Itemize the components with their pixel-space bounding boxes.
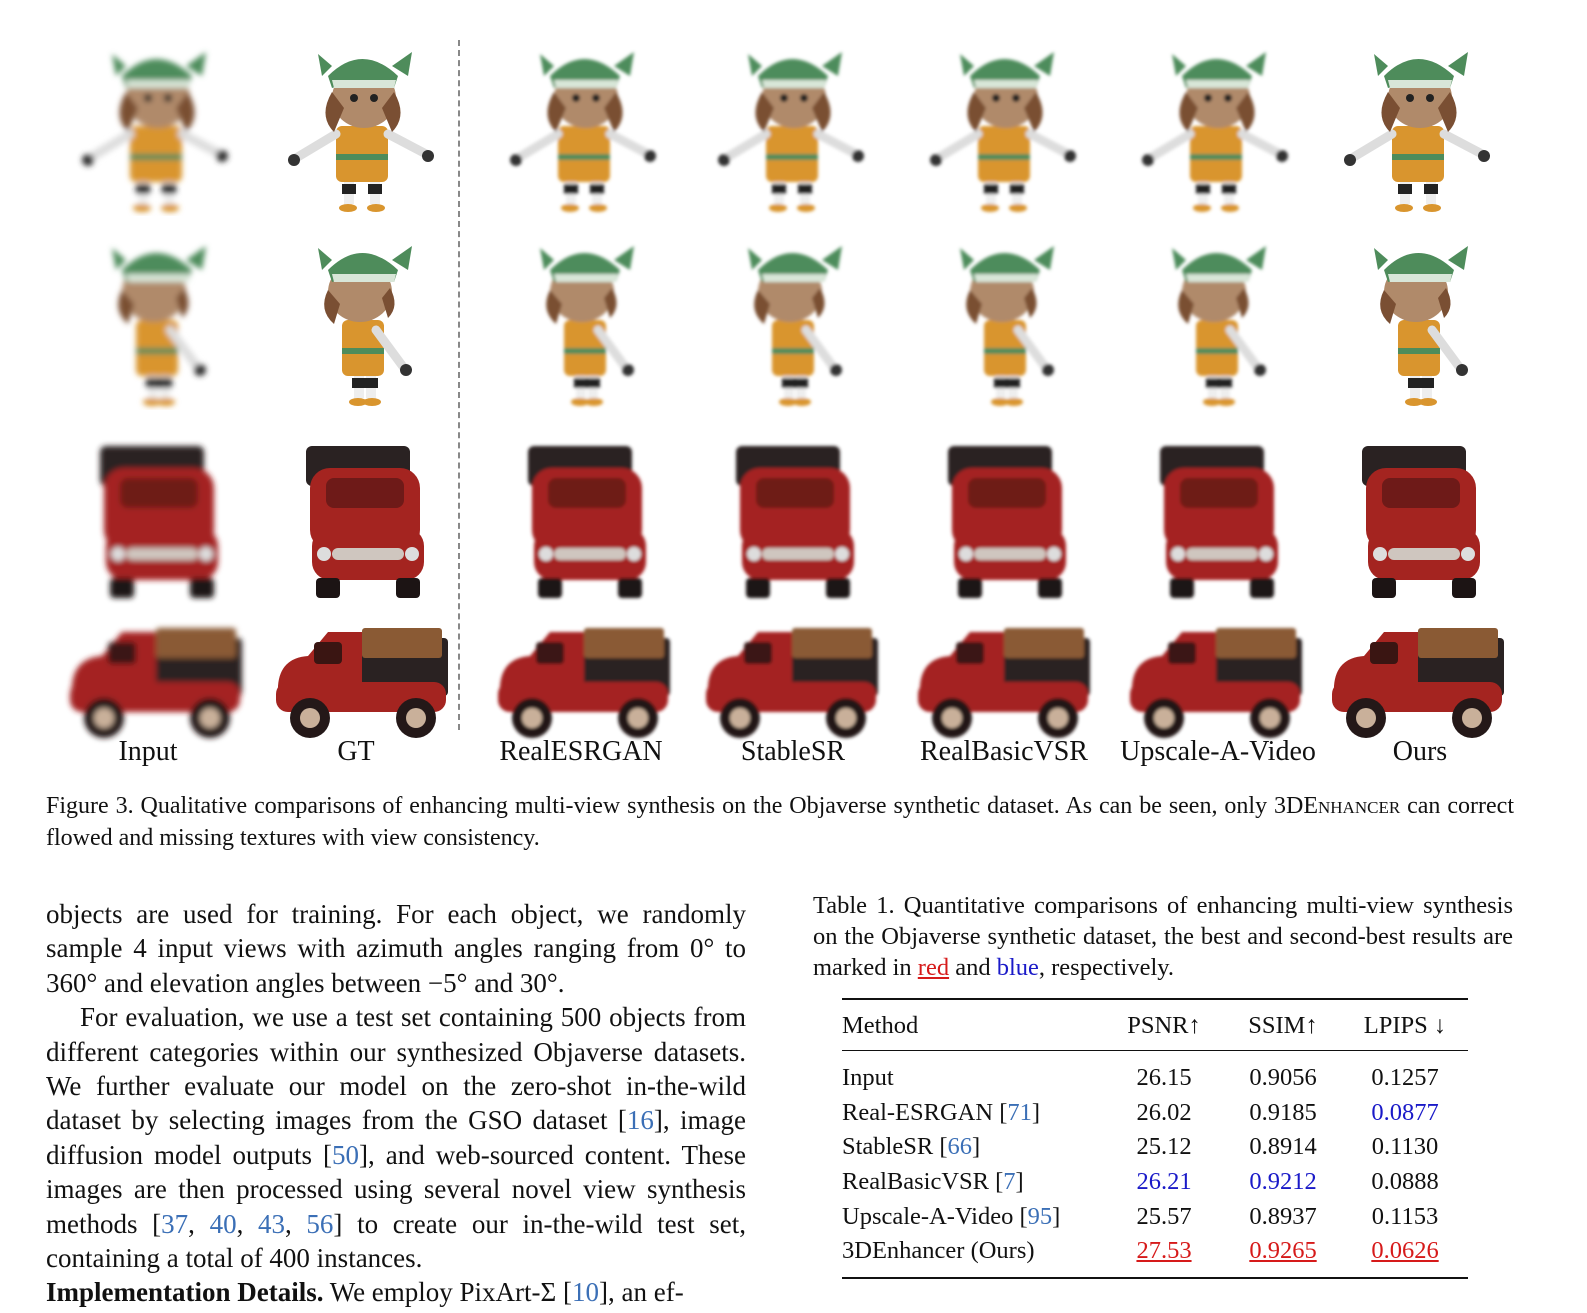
table-caption bbox=[813, 890, 1513, 983]
citation-link[interactable]: 16 bbox=[626, 1105, 654, 1136]
citation-link[interactable]: 7 bbox=[1003, 1168, 1016, 1196]
text: , respectively. bbox=[1038, 954, 1175, 981]
text: We employ PixArt-Σ [ bbox=[323, 1277, 572, 1308]
label-realesrgan: RealESRGAN bbox=[499, 736, 663, 767]
thumbnail-character-side bbox=[696, 230, 886, 410]
table-row bbox=[842, 1096, 1468, 1131]
table-row bbox=[842, 1130, 1468, 1165]
method-name: Input bbox=[842, 1064, 894, 1092]
results-table bbox=[842, 998, 1468, 1279]
ssim-value: 0.9185 bbox=[1249, 1098, 1317, 1126]
text: and bbox=[949, 954, 997, 981]
thumbnail-truck-front bbox=[1120, 428, 1310, 608]
method-name: 3DEnhancer (Ours) bbox=[842, 1237, 1035, 1265]
lpips-value: 0.1153 bbox=[1371, 1202, 1439, 1230]
psnr-value: 26.02 bbox=[1136, 1098, 1192, 1126]
cell-method: Real-ESRGAN [71] bbox=[842, 1098, 1041, 1126]
citation-link[interactable]: 50 bbox=[332, 1139, 360, 1170]
cell-lpips bbox=[1342, 1165, 1468, 1200]
thumbnail-truck-front bbox=[488, 428, 678, 608]
figure-3 bbox=[40, 28, 1550, 738]
label-input: Input bbox=[118, 736, 178, 767]
method-name: StableSR [ bbox=[842, 1133, 948, 1161]
cell-psnr bbox=[1104, 1165, 1224, 1200]
header-lpips: LPIPS ↓ bbox=[1363, 1012, 1447, 1039]
table-header-row bbox=[842, 999, 1468, 1051]
thumbnail-truck-front bbox=[1322, 428, 1512, 608]
label-gt: GT bbox=[337, 736, 375, 767]
label-stablesr: StableSR bbox=[740, 736, 846, 767]
text: ], an ef- bbox=[599, 1277, 684, 1308]
citation-link[interactable]: 95 bbox=[1027, 1202, 1053, 1230]
thumbnail-character-side bbox=[60, 230, 250, 410]
psnr-value: 25.57 bbox=[1136, 1202, 1192, 1230]
cell-method: Upscale-A-Video [95] bbox=[842, 1202, 1061, 1230]
thumbnail-truck-front bbox=[696, 428, 886, 608]
thumbnail-character-front bbox=[908, 36, 1098, 216]
text: For evaluation, we use a test set containing 500 objects from different categories within our synthesized Objaverse datasets. We further evaluate our model on the zero-shot in-the-wild dataset by selecting images from the GSO dataset [ bbox=[46, 1002, 746, 1136]
cell-method: StableSR [66] bbox=[842, 1133, 981, 1161]
text: ] to create our in-the-wild test set, containing a total of 400 instances. bbox=[46, 1208, 747, 1274]
method-name: Real-ESRGAN [ bbox=[842, 1098, 1008, 1126]
section-heading: Implementation Details. bbox=[46, 1277, 324, 1308]
cell-ssim bbox=[1224, 1130, 1342, 1165]
psnr-value: 25.12 bbox=[1136, 1133, 1192, 1161]
caption-suffix: can correct flowed and missing textures with view consistency. bbox=[46, 793, 1514, 851]
thumbnail-character-side bbox=[266, 230, 456, 410]
thumbnail-character-side bbox=[908, 230, 1098, 410]
text: Table 1. Quantitative comparisons of enhancing multi-view synthesis on the Objaverse synthetic dataset, the best and second-best results are marked in bbox=[813, 892, 1513, 981]
citation-link[interactable]: 71 bbox=[1007, 1098, 1032, 1126]
thumbnail-character-side bbox=[1322, 230, 1512, 410]
thumbnail-character-side bbox=[1120, 230, 1310, 410]
ssim-value: 0.9056 bbox=[1249, 1064, 1317, 1092]
citation-link[interactable]: 40 bbox=[209, 1208, 237, 1239]
thumbnail-truck-front bbox=[60, 428, 250, 608]
citation-link[interactable]: 43 bbox=[258, 1208, 285, 1239]
ssim-value: 0.9212 bbox=[1249, 1168, 1317, 1196]
cell-lpips bbox=[1342, 1130, 1468, 1165]
caption-method-name: 3DEnhancer bbox=[1274, 793, 1401, 819]
blue-label: blue bbox=[996, 954, 1039, 981]
cell-ssim bbox=[1224, 1234, 1342, 1278]
lpips-value: 0.0888 bbox=[1371, 1168, 1439, 1196]
cell-psnr bbox=[1104, 1130, 1224, 1165]
ssim-value: 0.9265 bbox=[1249, 1237, 1317, 1265]
method-name: RealBasicVSR [ bbox=[842, 1168, 1004, 1196]
method-name: Upscale-A-Video [ bbox=[842, 1202, 1028, 1230]
cell-ssim bbox=[1224, 1051, 1342, 1096]
thumbnail-character-front bbox=[60, 36, 250, 216]
thumbnail-truck-front bbox=[266, 428, 456, 608]
red-label: red bbox=[917, 954, 950, 981]
cell-ssim bbox=[1224, 1096, 1342, 1131]
citation-link[interactable]: 37 bbox=[161, 1208, 189, 1239]
citation-link[interactable]: 66 bbox=[947, 1133, 972, 1161]
cell-psnr bbox=[1104, 1199, 1224, 1234]
psnr-value: 27.53 bbox=[1136, 1237, 1192, 1265]
table-row bbox=[842, 1234, 1468, 1278]
cell-method: RealBasicVSR [7] bbox=[842, 1168, 1024, 1196]
text: ], image diffusion model outputs [ bbox=[46, 1105, 747, 1170]
cell-psnr bbox=[1104, 1051, 1224, 1096]
table-row bbox=[842, 1165, 1468, 1200]
psnr-value: 26.21 bbox=[1136, 1168, 1192, 1196]
thumbnail-truck-front bbox=[908, 428, 1098, 608]
text: ], and web-sourced content. These images are then processed using several novel view synthesis methods [ bbox=[46, 1139, 746, 1239]
ssim-value: 0.8937 bbox=[1249, 1202, 1317, 1230]
thumbnail-character-front bbox=[1120, 36, 1310, 216]
cell-method bbox=[842, 1234, 1104, 1278]
thumbnail-character-front bbox=[488, 36, 678, 216]
lpips-value: 0.0626 bbox=[1371, 1237, 1439, 1265]
table-row bbox=[842, 1051, 1468, 1096]
thumbnail-character-side bbox=[488, 230, 678, 410]
caption-prefix: Figure 3. Qualitative comparisons of enhancing multi-view synthesis on the Objaverse synthetic dataset. As can be seen, only bbox=[46, 793, 1275, 819]
citation-link[interactable]: 10 bbox=[572, 1277, 599, 1308]
paragraph-evaluation: For evaluation, we use a test set containing 500 objects from different categories within our synthesized Objaverse datasets. We further evaluate our model on the zero-shot in-the-wild dataset by selecting images from the GSO dataset [16], image diffusion model outputs [50], and web-sourced content. These images are then processed using several novel view synthesis methods [37, 40, 43, 56] to create our in-the-wild test set, containing a total of 400 instances. bbox=[46, 1002, 747, 1274]
cell-psnr bbox=[1104, 1234, 1224, 1278]
cell-lpips bbox=[1342, 1199, 1468, 1234]
lpips-value: 0.1257 bbox=[1371, 1064, 1439, 1092]
cell-lpips bbox=[1342, 1051, 1468, 1096]
label-realbasicvsr: RealBasicVSR bbox=[920, 736, 1088, 767]
cell-ssim bbox=[1224, 1165, 1342, 1200]
psnr-value: 26.15 bbox=[1136, 1064, 1192, 1092]
thumbnail-character-front bbox=[266, 36, 456, 216]
lpips-value: 0.1130 bbox=[1371, 1133, 1439, 1161]
cell-ssim bbox=[1224, 1199, 1342, 1234]
paragraph-training: objects are used for training. For each object, we randomly sample 4 input views with azimuth angles ranging from 0° to 360° and elevation angles between −5° and 30°. bbox=[46, 899, 746, 998]
header-psnr: PSNR↑ bbox=[1127, 1012, 1201, 1039]
label-ours: Ours bbox=[1392, 736, 1448, 767]
cell-psnr bbox=[1104, 1096, 1224, 1131]
citation-link[interactable]: 56 bbox=[306, 1208, 334, 1239]
header-ssim: SSIM↑ bbox=[1248, 1012, 1318, 1039]
figure-caption bbox=[46, 790, 1514, 854]
column-divider bbox=[458, 40, 460, 730]
table-row bbox=[842, 1199, 1468, 1234]
label-upscale-a-video: Upscale-A-Video bbox=[1120, 736, 1316, 767]
lpips-value: 0.0877 bbox=[1371, 1098, 1439, 1126]
thumbnail-character-front bbox=[1322, 36, 1512, 216]
header-method: Method bbox=[842, 1012, 919, 1039]
ssim-value: 0.8914 bbox=[1249, 1133, 1317, 1161]
body-text-left bbox=[46, 897, 746, 1310]
cell-lpips bbox=[1342, 1234, 1468, 1278]
cell-method bbox=[842, 1051, 1104, 1096]
paragraph-implementation bbox=[46, 1275, 746, 1309]
thumbnail-character-front bbox=[696, 36, 886, 216]
cell-lpips bbox=[1342, 1096, 1468, 1131]
